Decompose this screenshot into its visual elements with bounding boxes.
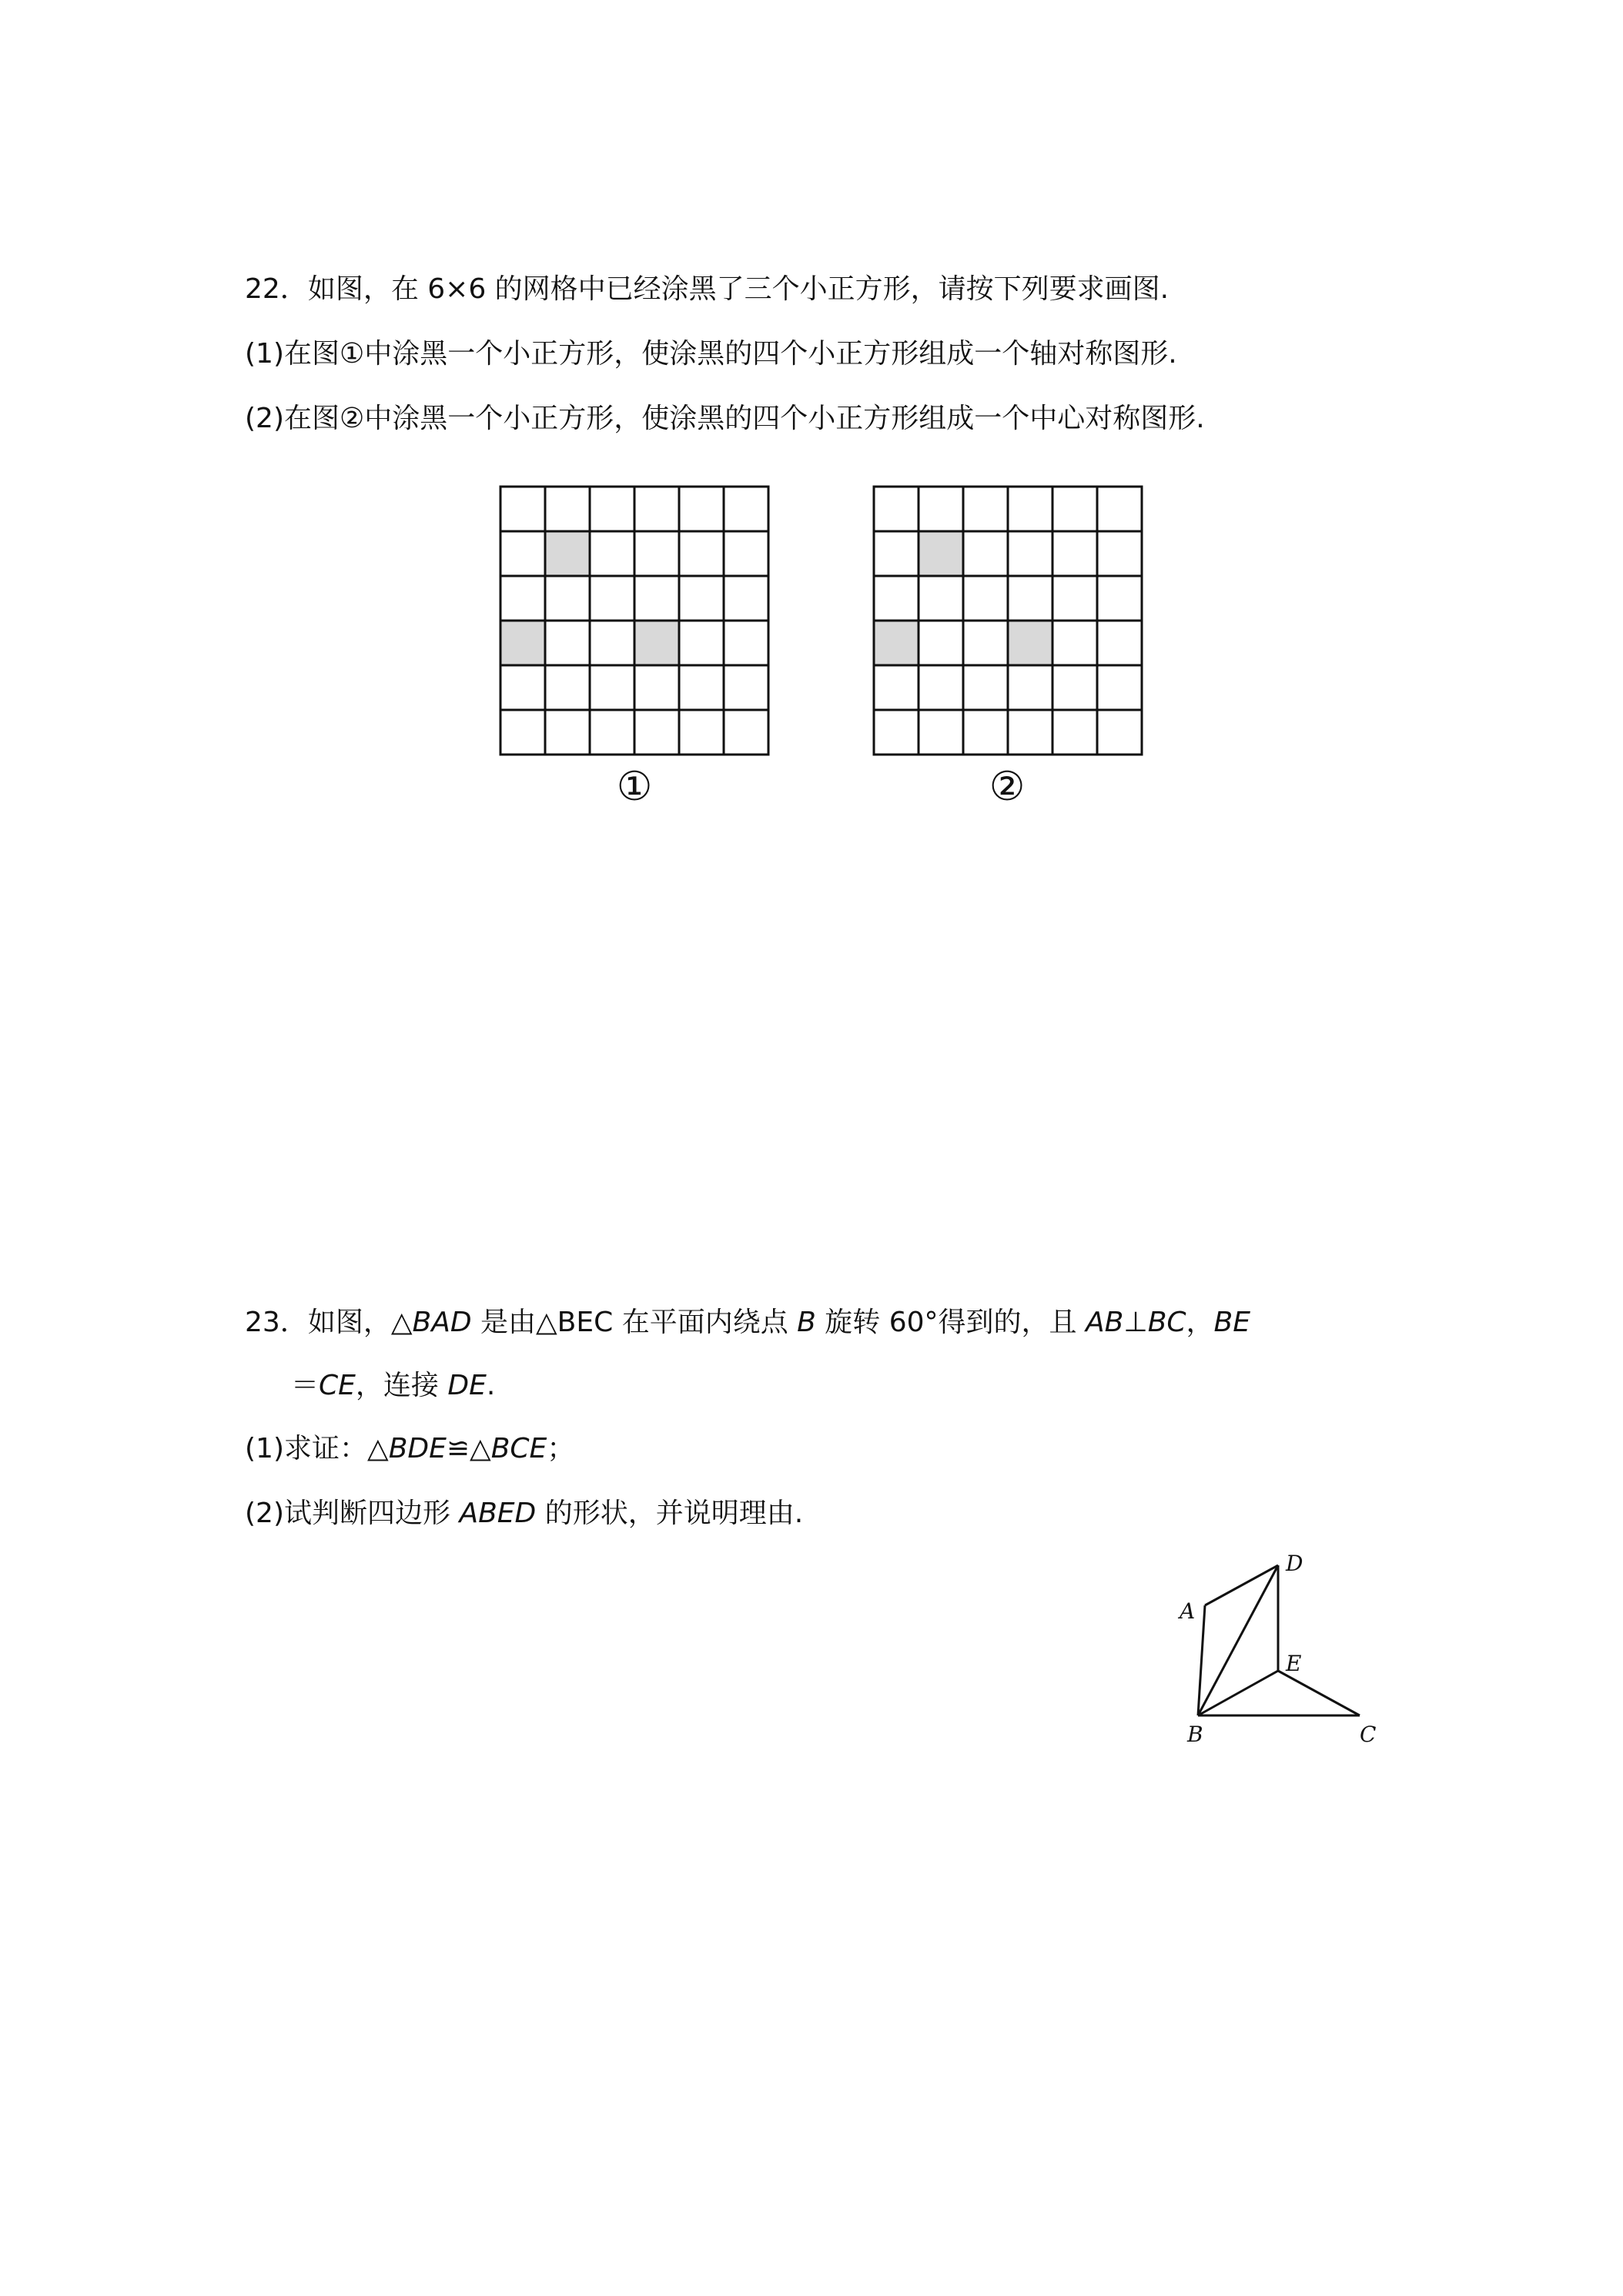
figure-2-caption: ② (989, 764, 1026, 810)
grid-cell (963, 576, 1008, 621)
q22-stem-line (245, 273, 1169, 306)
grid-cell (500, 487, 545, 531)
grid-cell (634, 710, 679, 755)
grid-cell (679, 487, 724, 531)
q22-number: 22． (245, 273, 308, 305)
grid-cell (724, 710, 768, 755)
grid-cell (874, 487, 919, 531)
grid-cell (500, 665, 545, 710)
grid-cell (679, 665, 724, 710)
grid-cell (590, 576, 634, 621)
grid-cell-shaded (874, 621, 919, 665)
q23-math: BC (1147, 1307, 1186, 1338)
grid-cell (874, 665, 919, 710)
grid-cell (634, 487, 679, 531)
q23-text: (1)求证：△ (245, 1433, 389, 1464)
q23-math: DE (447, 1370, 487, 1401)
label-C: C (1360, 1722, 1377, 1747)
q23-text: 的形状，并说明理由. (536, 1498, 804, 1529)
grid-cell (919, 710, 963, 755)
grid-cell (724, 576, 768, 621)
grid-cell (1097, 487, 1142, 531)
figure-1-caption: ① (616, 764, 653, 810)
q23-text: ， (1186, 1307, 1214, 1338)
q23-math: B (797, 1307, 816, 1338)
grid-cell-shaded (919, 531, 963, 576)
grid-cell-shaded (545, 531, 590, 576)
q23-stem-line2 (291, 1369, 495, 1403)
grid-cell (590, 531, 634, 576)
grid-cell (545, 576, 590, 621)
grid-cell (545, 621, 590, 665)
q23-text: ≌△ (446, 1433, 491, 1464)
grid-cell (919, 621, 963, 665)
q23-text: ⊥ (1123, 1307, 1148, 1338)
grid-cell (724, 621, 768, 665)
q23-math: CE (319, 1370, 356, 1401)
grid-cell (1097, 531, 1142, 576)
grid-cell (919, 576, 963, 621)
q23-math: BAD (412, 1307, 472, 1338)
grid-cell (1008, 531, 1052, 576)
label-D: D (1286, 1551, 1303, 1576)
grid-cell (545, 710, 590, 755)
q23-math: BE (1213, 1307, 1250, 1338)
grid-cell (1097, 621, 1142, 665)
segment-EC (1278, 1671, 1360, 1715)
grid-cell (963, 621, 1008, 665)
grid-cell (545, 487, 590, 531)
grid-cell (590, 621, 634, 665)
grid-cell (1052, 487, 1097, 531)
grid-cell (1052, 576, 1097, 621)
grid-cell (963, 710, 1008, 755)
label-E: E (1286, 1651, 1302, 1676)
q23-math: BDE (388, 1433, 447, 1464)
q23-text: (2)试判断四边形 (245, 1498, 460, 1529)
q23-text: 旋转 60°得到的，且 (815, 1307, 1086, 1338)
segment-AB (1198, 1605, 1205, 1715)
q22-part2: (2)在图②中涂黑一个小正方形，使涂黑的四个小正方形组成一个中心对称图形. (245, 403, 1205, 434)
grid-cell-shaded (500, 621, 545, 665)
label-B: B (1187, 1722, 1203, 1747)
grid-cell (724, 531, 768, 576)
q23-part2 (245, 1497, 803, 1531)
grid-cell (874, 710, 919, 755)
q23-text: ，连接 (355, 1370, 448, 1401)
grid-cell (679, 621, 724, 665)
grid-cell (590, 710, 634, 755)
grid-cell (634, 576, 679, 621)
grid-cell (963, 665, 1008, 710)
grid-cell (1097, 710, 1142, 755)
grid-cell (1052, 531, 1097, 576)
grid-cell (679, 531, 724, 576)
grid-cell (679, 710, 724, 755)
grid-cell (1097, 665, 1142, 710)
q23-math: BCE (490, 1433, 547, 1464)
q23-stem-line1 (245, 1306, 1250, 1340)
q23-text: ＝ (291, 1370, 320, 1401)
grid-cell (874, 576, 919, 621)
grid-cell (919, 665, 963, 710)
q23-text: 是由△BEC 在平面内绕点 (471, 1307, 798, 1338)
grid-cell (1052, 710, 1097, 755)
q23-part1 (245, 1432, 574, 1466)
grid-figure-1 (499, 485, 770, 756)
grid-cell (500, 576, 545, 621)
grid-cell (500, 710, 545, 755)
q22-stem: 如图，在 6×6 的网格中已经涂黑了三个小正方形，请按下列要求画图. (307, 273, 1170, 305)
grid-cell (500, 531, 545, 576)
geometry-figure (1170, 1548, 1401, 1748)
grid-cell (590, 665, 634, 710)
grid-cell (724, 665, 768, 710)
grid-cell (590, 487, 634, 531)
q23-number: 23． (245, 1307, 308, 1338)
grid-cell (919, 487, 963, 531)
grid-cell (724, 487, 768, 531)
grid-cell (1008, 576, 1052, 621)
grid-cell (963, 531, 1008, 576)
q23-math: AB (1086, 1307, 1124, 1338)
grid-cell (679, 576, 724, 621)
q23-text: ； (547, 1433, 575, 1464)
grid-cell (1008, 665, 1052, 710)
q23-text: . (486, 1370, 496, 1401)
grid-cell (1097, 576, 1142, 621)
grid-cell-shaded (634, 621, 679, 665)
grid-cell (634, 665, 679, 710)
grid-cell (634, 531, 679, 576)
grid-cell (1008, 710, 1052, 755)
grid-cell (874, 531, 919, 576)
grid-cell-shaded (1008, 621, 1052, 665)
q23-math: ABED (459, 1498, 537, 1529)
grid-cell (1008, 487, 1052, 531)
q22-part1: (1)在图①中涂黑一个小正方形，使涂黑的四个小正方形组成一个轴对称图形. (245, 338, 1177, 370)
grid-cell (545, 665, 590, 710)
label-A: A (1180, 1598, 1196, 1624)
grid-figure-2 (872, 485, 1143, 756)
q23-text: 如图，△ (307, 1307, 413, 1338)
grid-cell (1052, 665, 1097, 710)
grid-cell (963, 487, 1008, 531)
grid-cell (1052, 621, 1097, 665)
